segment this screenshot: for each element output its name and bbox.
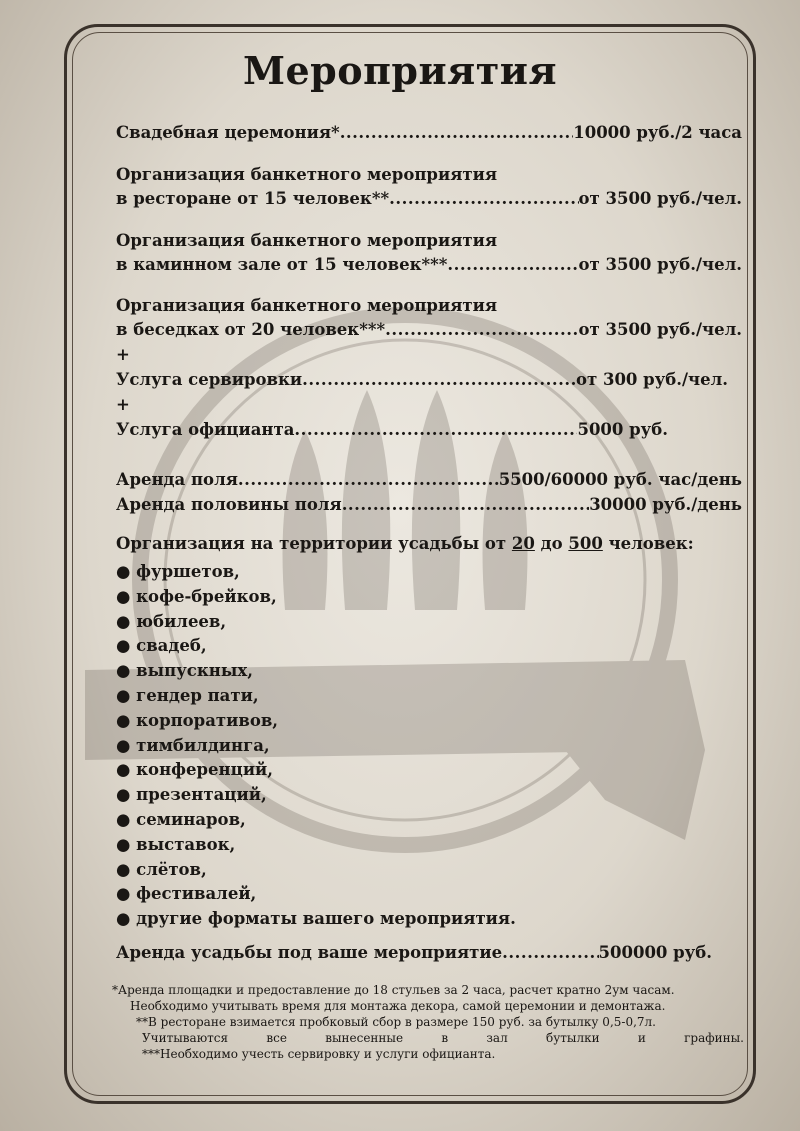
- dot-leader: [302, 369, 576, 391]
- dot-leader: [502, 942, 598, 964]
- price-value: 30000 руб./день: [589, 495, 742, 514]
- list-item: ● слётов,: [116, 859, 207, 879]
- list-item: ● гендер пати,: [116, 685, 259, 705]
- page-title: Мероприятия: [242, 48, 558, 93]
- footnote-1: *Аренда площадки и предоставление до 18 стульев за 2 часа, расчет кратно 2ум часам.: [112, 983, 675, 997]
- dot-leader: [342, 494, 590, 516]
- price-label: Услуга сервировки: [116, 370, 303, 389]
- dot-leader: [294, 419, 577, 441]
- price-value: 500000 руб.: [598, 943, 712, 962]
- price-row-serving: [116, 369, 728, 391]
- list-item: ● юбилеев,: [116, 611, 227, 631]
- list-item: ● свадеб,: [116, 636, 207, 656]
- price-row-gazebo: [116, 319, 742, 341]
- price-heading: Организация банкетного мероприятия: [116, 231, 498, 250]
- list-item: ● фуршетов,: [116, 562, 240, 581]
- price-row-estate-rent: [116, 942, 712, 964]
- footnote-2-cont: Учитываются все вынесенные в зал бутылки и графины.: [142, 1031, 744, 1045]
- price-value: от 300 руб./чел.: [576, 370, 728, 389]
- price-value: 5500/60000 руб. час/день: [498, 470, 742, 489]
- price-label: в каминном зале от 15 человек***: [116, 255, 448, 274]
- list-item: ● выпускных,: [116, 661, 253, 681]
- price-row-fireplace: [116, 254, 742, 276]
- price-value: 10000 руб./2 часа: [573, 123, 742, 142]
- price-label: Аренда поля: [116, 470, 238, 489]
- footnote-2: **В ресторане взимается пробковый сбор в размере 150 руб. за бутылку 0,5-0,7л.: [136, 1015, 656, 1029]
- dot-leader: [238, 469, 499, 491]
- list-item: ● тимбилдинга,: [116, 735, 270, 755]
- price-label: Услуга официанта: [116, 420, 295, 439]
- list-item: ● конференций,: [116, 760, 274, 780]
- price-label: Аренда усадьбы под ваше мероприятие: [116, 943, 503, 962]
- price-value: от 3500 руб./чел.: [578, 320, 742, 339]
- plus-sign: +: [116, 345, 130, 364]
- footnotes: [112, 982, 744, 1062]
- price-row-restaurant: [116, 188, 742, 210]
- price-value: от 3500 руб./чел.: [578, 255, 742, 274]
- price-row-waiter: [116, 419, 668, 441]
- dot-leader: [447, 254, 578, 276]
- price-row-half-field: [116, 494, 742, 516]
- dot-leader: [389, 188, 578, 210]
- price-heading: Организация банкетного мероприятия: [116, 165, 498, 184]
- price-label: Аренда половины поля: [116, 495, 342, 514]
- price-row-wedding: [116, 122, 742, 144]
- list-item: ● семинаров,: [116, 809, 246, 829]
- event-types-list: [116, 560, 516, 932]
- price-row-field: [116, 469, 742, 491]
- price-value: от 3500 руб./чел.: [578, 189, 742, 208]
- dot-leader: [385, 319, 578, 341]
- footnote-1-cont: Необходимо учитывать время для монтажа декора, самой церемонии и демонтажа.: [130, 999, 666, 1013]
- list-item: ● презентаций,: [116, 785, 267, 805]
- footnote-3: ***Необходимо учесть сервировку и услуги официанта.: [142, 1047, 496, 1061]
- plus-sign: +: [116, 395, 130, 414]
- organization-heading: Организация на территории усадьбы от 20 до 500 человек:: [116, 534, 694, 553]
- price-label: в ресторане от 15 человек**: [116, 189, 390, 208]
- price-label: Свадебная церемония*: [116, 123, 340, 142]
- list-item: ● корпоративов,: [116, 710, 279, 730]
- list-item: ● другие форматы вашего мероприятия.: [116, 909, 516, 929]
- price-label: в беседках от 20 человек***: [116, 320, 386, 339]
- price-heading: Организация банкетного мероприятия: [116, 296, 498, 315]
- dot-leader: [340, 122, 574, 144]
- list-item: ● кофе-брейков,: [116, 586, 277, 606]
- list-item: ● выставок,: [116, 834, 236, 854]
- price-value: 5000 руб.: [577, 420, 668, 439]
- list-item: ● фестивалей,: [116, 884, 257, 904]
